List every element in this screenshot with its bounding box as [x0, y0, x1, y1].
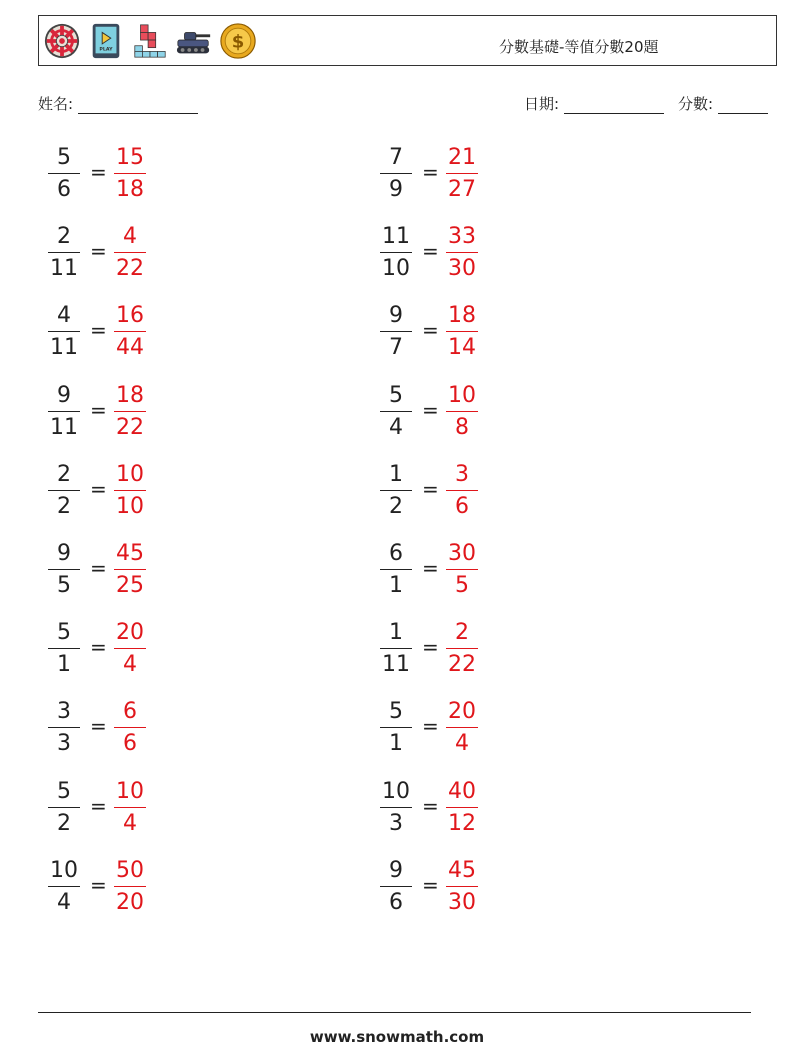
given-denominator: 2 [57, 493, 71, 519]
answer-numerator: 10 [116, 778, 144, 804]
answer-fraction [442, 382, 482, 441]
given-numerator: 7 [389, 145, 403, 170]
fraction-bar [114, 807, 146, 808]
equals-sign: = [90, 793, 107, 818]
answer-denominator: 22 [116, 256, 144, 282]
problem-item [44, 857, 284, 917]
fraction-bar [380, 727, 412, 728]
given-denominator: 6 [389, 889, 403, 915]
name-field [38, 93, 198, 114]
tank-icon [175, 21, 213, 61]
given-fraction [44, 382, 84, 441]
answer-denominator: 30 [448, 256, 476, 282]
given-fraction [44, 540, 84, 599]
given-denominator: 1 [389, 573, 403, 598]
answer-denominator: 44 [116, 335, 144, 361]
equals-sign: = [90, 714, 107, 739]
score-blank[interactable] [718, 97, 768, 114]
fraction-bar [114, 648, 146, 649]
header-icons [43, 21, 257, 61]
equals-sign: = [422, 635, 439, 660]
play-label: PLAY [99, 47, 113, 53]
header-box [38, 15, 777, 66]
fraction-bar [446, 173, 478, 174]
given-denominator: 3 [389, 810, 403, 836]
answer-denominator: 6 [455, 493, 469, 519]
given-denominator: 1 [57, 652, 71, 678]
fraction-bar [114, 252, 146, 253]
fraction-bar [48, 727, 80, 728]
footer-url: www.snowmath.com [309, 1028, 485, 1046]
answer-numerator: 16 [116, 303, 144, 329]
fraction-bar [380, 648, 412, 649]
fraction-bar [446, 490, 478, 491]
given-denominator: 2 [389, 493, 403, 519]
answer-denominator: 10 [116, 493, 144, 519]
given-fraction [376, 778, 416, 837]
answer-numerator: 10 [448, 382, 476, 408]
answer-denominator: 22 [116, 414, 144, 440]
fraction-bar [446, 411, 478, 412]
problem-item [44, 144, 284, 204]
equals-sign: = [90, 872, 107, 897]
coin-symbol: $ [231, 31, 245, 53]
problem-item [376, 778, 616, 838]
given-fraction [376, 698, 416, 757]
fraction-bar [446, 648, 478, 649]
answer-fraction [110, 302, 150, 361]
answer-denominator: 4 [123, 810, 137, 836]
given-numerator: 3 [57, 699, 71, 725]
given-fraction [44, 302, 84, 361]
given-denominator: 4 [389, 414, 403, 440]
answer-fraction [110, 778, 150, 837]
answer-fraction [110, 461, 150, 520]
equals-sign: = [422, 872, 439, 897]
given-numerator: 2 [57, 224, 71, 250]
answer-numerator: 3 [455, 461, 469, 487]
answer-denominator: 25 [116, 573, 144, 598]
equals-sign: = [90, 239, 107, 264]
answer-numerator: 40 [448, 778, 476, 804]
given-fraction [376, 382, 416, 441]
answer-fraction [110, 223, 150, 282]
given-numerator: 10 [382, 778, 410, 804]
fraction-bar [48, 648, 80, 649]
equals-sign: = [422, 318, 439, 343]
fraction-bar [446, 886, 478, 887]
fraction-bar [114, 727, 146, 728]
problem-item [376, 144, 616, 204]
given-denominator: 1 [389, 731, 403, 757]
fraction-bar [446, 331, 478, 332]
answer-numerator: 2 [455, 620, 469, 646]
given-numerator: 5 [57, 620, 71, 646]
fraction-bar [48, 331, 80, 332]
answer-fraction [442, 461, 482, 520]
equals-sign: = [90, 397, 107, 422]
problem-item [44, 619, 284, 679]
answer-fraction [442, 223, 482, 282]
problem-item [44, 698, 284, 758]
problem-item [376, 461, 616, 521]
equals-sign: = [422, 239, 439, 264]
answer-fraction [442, 302, 482, 361]
name-blank[interactable] [78, 97, 198, 114]
answer-numerator: 15 [116, 145, 144, 170]
answer-denominator: 4 [123, 652, 137, 678]
equals-sign: = [90, 160, 107, 184]
given-fraction [376, 223, 416, 282]
answer-denominator: 20 [116, 889, 144, 915]
fraction-bar [48, 807, 80, 808]
answer-numerator: 20 [448, 699, 476, 725]
answer-fraction [442, 540, 482, 599]
problem-item [376, 382, 616, 442]
answer-denominator: 30 [448, 889, 476, 915]
answer-fraction [110, 698, 150, 757]
fraction-bar [114, 490, 146, 491]
date-field [524, 93, 664, 114]
answer-denominator: 6 [123, 731, 137, 757]
fraction-bar [380, 411, 412, 412]
answer-numerator: 50 [116, 857, 144, 883]
equals-sign: = [90, 318, 107, 343]
given-denominator: 10 [382, 256, 410, 282]
given-numerator: 9 [389, 303, 403, 329]
fraction-bar [48, 173, 80, 174]
problem-item [376, 223, 616, 283]
answer-fraction [442, 857, 482, 916]
answer-fraction [442, 144, 482, 203]
problem-item [44, 223, 284, 283]
fraction-bar [446, 252, 478, 253]
answer-numerator: 33 [448, 224, 476, 250]
answer-denominator: 5 [455, 573, 469, 598]
equals-sign: = [90, 556, 107, 580]
score-label: 分數: [678, 95, 714, 113]
problem-item [44, 302, 284, 362]
dartboard-icon [43, 21, 81, 61]
equals-sign: = [422, 714, 439, 739]
equals-sign: = [422, 397, 439, 422]
given-fraction [376, 619, 416, 678]
answer-numerator: 10 [116, 461, 144, 487]
problem-item [44, 540, 284, 600]
gold-coin-icon [219, 21, 257, 61]
answer-numerator: 20 [116, 620, 144, 646]
problem-item [44, 382, 284, 442]
answer-numerator: 18 [116, 382, 144, 408]
date-blank[interactable] [564, 97, 664, 114]
footer-divider [38, 1012, 751, 1013]
answer-denominator: 12 [448, 810, 476, 836]
answer-numerator: 21 [448, 145, 476, 170]
fraction-bar [380, 886, 412, 887]
given-numerator: 10 [50, 857, 78, 883]
given-fraction [376, 144, 416, 203]
fraction-bar [380, 569, 412, 570]
given-denominator: 2 [57, 810, 71, 836]
tetris-blocks-icon [131, 21, 169, 61]
answer-numerator: 4 [123, 224, 137, 250]
given-numerator: 1 [389, 620, 403, 646]
fraction-bar [48, 252, 80, 253]
fraction-bar [114, 331, 146, 332]
answer-denominator: 8 [455, 414, 469, 440]
equals-sign: = [90, 635, 107, 660]
answer-numerator: 18 [448, 303, 476, 329]
given-fraction [44, 698, 84, 757]
problem-item [376, 619, 616, 679]
problem-item [44, 461, 284, 521]
name-label: 姓名: [38, 95, 74, 113]
given-numerator: 5 [57, 145, 71, 170]
given-fraction [44, 461, 84, 520]
given-fraction [44, 778, 84, 837]
answer-fraction [110, 619, 150, 678]
given-fraction [376, 540, 416, 599]
fraction-bar [114, 411, 146, 412]
given-numerator: 6 [389, 541, 403, 566]
answer-denominator: 14 [448, 335, 476, 361]
answer-numerator: 45 [448, 857, 476, 883]
answer-denominator: 4 [455, 731, 469, 757]
fraction-bar [48, 569, 80, 570]
given-denominator: 9 [389, 177, 403, 202]
equals-sign: = [422, 793, 439, 818]
answer-denominator: 18 [116, 177, 144, 202]
given-fraction [44, 223, 84, 282]
fraction-bar [380, 252, 412, 253]
answer-fraction [442, 698, 482, 757]
given-denominator: 6 [57, 177, 71, 202]
given-numerator: 11 [382, 224, 410, 250]
equals-sign: = [422, 476, 439, 501]
tablet-play-icon [87, 21, 125, 61]
fraction-bar [380, 331, 412, 332]
given-numerator: 4 [57, 303, 71, 329]
equals-sign: = [422, 160, 439, 184]
answer-numerator: 30 [448, 541, 476, 566]
given-fraction [44, 857, 84, 916]
answer-fraction [110, 540, 150, 599]
given-fraction [376, 461, 416, 520]
answer-numerator: 6 [123, 699, 137, 725]
equals-sign: = [422, 556, 439, 580]
date-label: 日期: [524, 95, 560, 113]
fraction-bar [114, 569, 146, 570]
given-numerator: 1 [389, 461, 403, 487]
answer-fraction [110, 144, 150, 203]
given-fraction [44, 619, 84, 678]
answer-fraction [442, 778, 482, 837]
given-numerator: 5 [389, 382, 403, 408]
given-numerator: 5 [389, 699, 403, 725]
fraction-bar [380, 807, 412, 808]
given-numerator: 9 [389, 857, 403, 883]
answer-fraction [442, 619, 482, 678]
given-denominator: 11 [50, 335, 78, 361]
fraction-bar [446, 569, 478, 570]
given-numerator: 2 [57, 461, 71, 487]
answer-denominator: 27 [448, 177, 476, 202]
score-field [678, 93, 768, 114]
problem-item [376, 698, 616, 758]
fraction-bar [380, 490, 412, 491]
equals-sign: = [90, 476, 107, 501]
problem-item [376, 857, 616, 917]
fraction-bar [48, 886, 80, 887]
given-numerator: 9 [57, 541, 71, 566]
problem-item [44, 778, 284, 838]
given-denominator: 3 [57, 731, 71, 757]
given-fraction [376, 302, 416, 361]
answer-numerator: 45 [116, 541, 144, 566]
answer-fraction [110, 382, 150, 441]
given-denominator: 4 [57, 889, 71, 915]
given-numerator: 5 [57, 778, 71, 804]
fraction-bar [114, 173, 146, 174]
given-denominator: 11 [50, 414, 78, 440]
fraction-bar [48, 411, 80, 412]
given-denominator: 7 [389, 335, 403, 361]
given-fraction [44, 144, 84, 203]
page-title: 分數基礎-等值分數20題 [499, 38, 659, 56]
problem-item [376, 302, 616, 362]
answer-fraction [110, 857, 150, 916]
given-denominator: 11 [50, 256, 78, 282]
given-denominator: 5 [57, 573, 71, 598]
fraction-bar [48, 490, 80, 491]
problem-item [376, 540, 616, 600]
given-denominator: 11 [382, 652, 410, 678]
fraction-bar [446, 807, 478, 808]
given-fraction [376, 857, 416, 916]
fraction-bar [114, 886, 146, 887]
fraction-bar [380, 173, 412, 174]
answer-denominator: 22 [448, 652, 476, 678]
fraction-bar [446, 727, 478, 728]
given-numerator: 9 [57, 382, 71, 408]
